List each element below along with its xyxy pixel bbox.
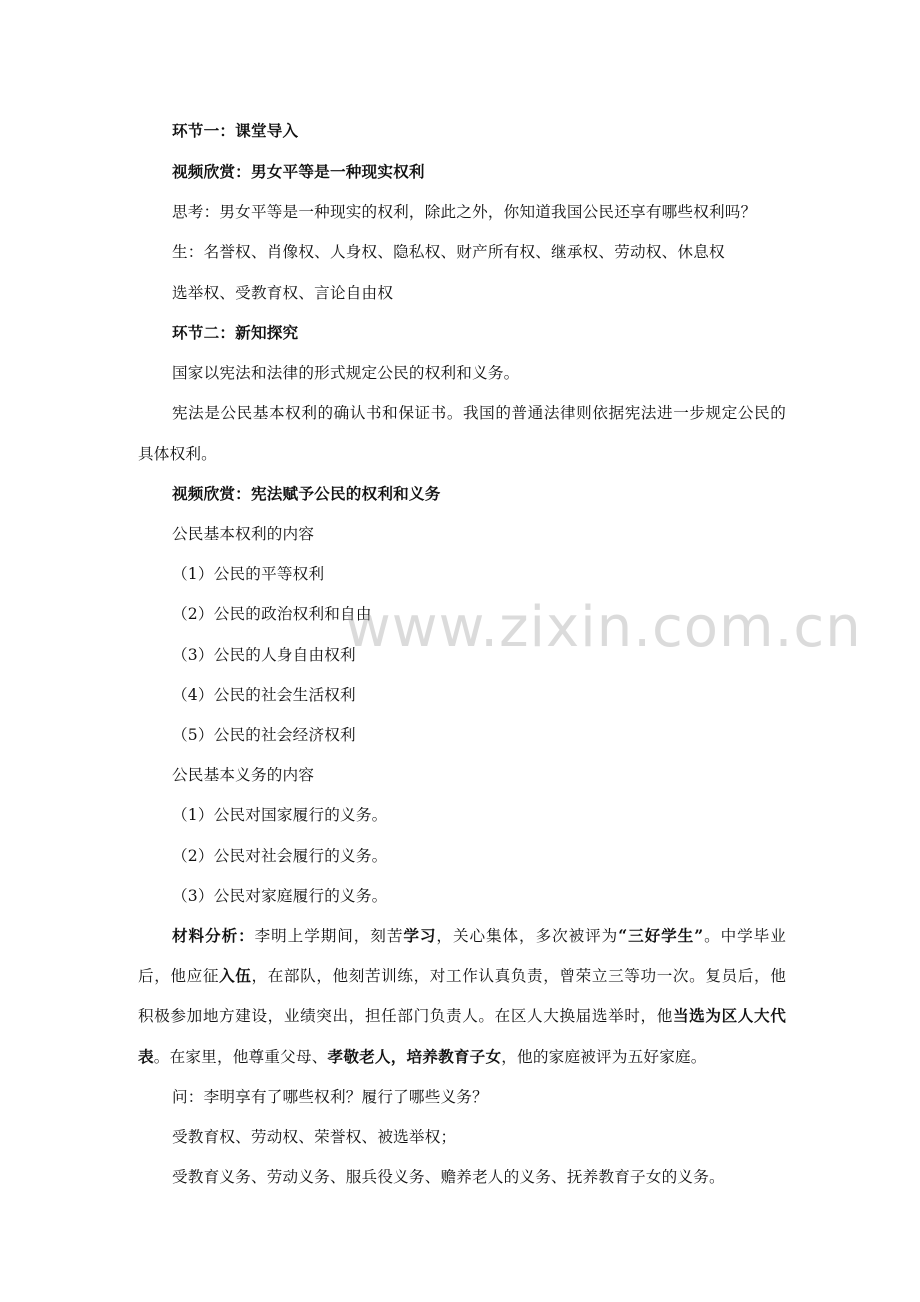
- material-text: ，关心集体，多次被评为: [436, 927, 619, 945]
- constitution-paragraph-line2: 具体权利。: [138, 445, 217, 463]
- rights-item: （3）公民的人身自由权利: [172, 646, 356, 664]
- question-duties-answer: 受教育义务、劳动义务、服兵役义务、赡养老人的义务、抚养教育子女的义务。: [172, 1168, 725, 1186]
- constitution-paragraph-line1: 宪法是公民基本权利的确认书和保证书。我国的普通法律则依据宪法进一步规定公民的: [172, 404, 786, 422]
- material-bold-text: 表: [138, 1047, 154, 1066]
- section1-video-heading: 视频欣赏：男女平等是一种现实权利: [172, 163, 425, 181]
- duties-item: （3）公民对家庭履行的义务。: [172, 887, 388, 905]
- material-line1: [138, 926, 786, 946]
- section2-heading: 环节二：新知探究: [172, 324, 299, 342]
- rights-item: （4）公民的社会生活权利: [172, 686, 356, 704]
- rights-item: （2）公民的政治权利和自由: [172, 605, 372, 623]
- rights-item: （1）公民的平等权利: [172, 565, 325, 583]
- material-bold-text: 当选为区人大代: [672, 1006, 786, 1025]
- material-text: ，在部队，他刻苦训练，对工作认真负责，曾荣立三等功一次。复员后，他: [251, 967, 786, 985]
- watermark: www.zixin.com.cn: [345, 595, 862, 660]
- material-bold-text: 学习: [403, 926, 437, 945]
- material-bold-text: 孝敬老人，培养教育子女: [327, 1047, 502, 1066]
- section2-video-heading: 视频欣赏：宪法赋予公民的权利和义务: [172, 485, 441, 503]
- material-text: 后，他应征: [138, 967, 220, 985]
- material-text: 。中学毕业: [703, 927, 786, 945]
- material-bold-text: 入伍: [219, 966, 252, 985]
- material-text: ，他的家庭被评为五好家庭。: [501, 1048, 707, 1066]
- material-text: 李明上学期间，刻苦: [254, 927, 404, 945]
- student-answer-line2: 选举权、受教育权、言论自由权: [172, 284, 394, 302]
- material-label: 材料分析：: [172, 927, 255, 945]
- duties-title: 公民基本义务的内容: [172, 766, 315, 784]
- duties-item: （2）公民对社会履行的义务。: [172, 847, 388, 865]
- rights-title: 公民基本权利的内容: [172, 525, 315, 543]
- question-ask: 问：李明享有了哪些权利？履行了哪些义务？: [172, 1088, 488, 1106]
- material-line3: [138, 1006, 786, 1026]
- material-line4: [138, 1047, 707, 1067]
- law-paragraph: 国家以宪法和法律的形式规定公民的权利和义务。: [172, 364, 520, 382]
- think-question: 思考：男女平等是一种现实的权利，除此之外，你知道我国公民还享有哪些权利吗？: [172, 203, 757, 221]
- duties-item: （1）公民对国家履行的义务。: [172, 806, 388, 824]
- question-rights-answer: 受教育权、劳动权、荣誉权、被选举权；: [172, 1128, 457, 1146]
- material-text: 积极参加地方建设，业绩突出，担任部门负责人。在区人大换届选举时，他: [138, 1007, 673, 1025]
- material-bold-text: “三好学生”: [618, 926, 704, 945]
- rights-item: （5）公民的社会经济权利: [172, 726, 356, 744]
- material-line2: [138, 966, 786, 986]
- section1-heading: 环节一：课堂导入: [172, 122, 299, 140]
- student-answer-line1: 生：名誉权、肖像权、人身权、隐私权、财产所有权、继承权、劳动权、休息权: [172, 243, 725, 261]
- material-text: 。在家里，他尊重父母、: [153, 1048, 328, 1066]
